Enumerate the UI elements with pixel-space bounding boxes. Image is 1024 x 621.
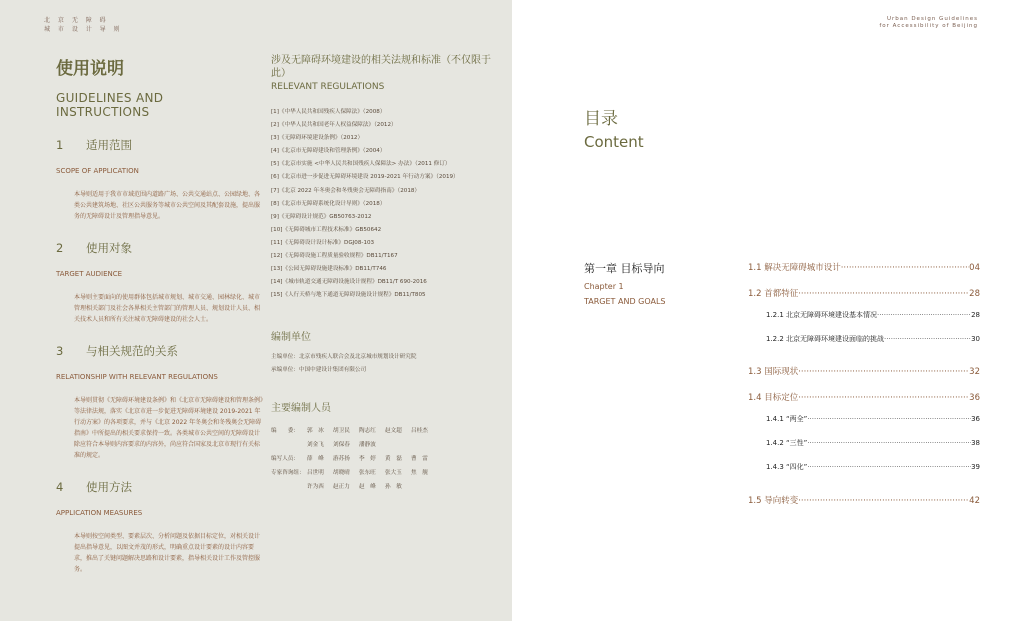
- toc-label: 1.4.1 “两全”: [766, 415, 808, 423]
- brand-line-2: for Accessibility of Beijing: [879, 23, 978, 29]
- staff-name: 赵正力: [333, 484, 350, 491]
- section-number: 1: [56, 138, 64, 152]
- staff-name: 李 婷: [359, 456, 376, 463]
- section-4: [56, 479, 261, 575]
- staff-name: 孙 敏: [385, 484, 402, 491]
- toc-label: 1.4 目标定位: [748, 393, 799, 403]
- section-text: 本导则适用于我市市域范围内道路广场、公共交通站点、公园绿地、各类公共建筑场地、社区公共服务等城市公共空间及其配套设施，提出服务的无障碍设计及管理指导意见。: [74, 191, 261, 220]
- toc-page: 04: [969, 263, 980, 273]
- regulation-item: [15]《人行天桥与地下通道无障碍设施设计规程》DB11/T805: [271, 292, 426, 299]
- toc-entry[interactable]: [748, 391, 980, 403]
- chapter-heading: [584, 260, 666, 306]
- staff-name: 曹 雷: [411, 456, 428, 463]
- toc-label: 1.2.1 北京无障碍环境建设基本情况: [766, 311, 878, 319]
- contents-title-en: Content: [584, 133, 644, 151]
- page-title-zh: 使用说明: [56, 59, 124, 79]
- staff-name: 陶志红: [359, 428, 376, 435]
- brand-line-1: 北 京 无 障 碍: [44, 17, 109, 24]
- regulations-title-en: RELEVANT REGULATIONS: [271, 82, 385, 92]
- section-3: [56, 343, 264, 461]
- section-subtitle: TARGET AUDIENCE: [56, 270, 123, 278]
- toc-page: 32: [969, 367, 980, 377]
- section-2: [56, 240, 261, 325]
- staff-name: 焦 舰: [411, 470, 428, 477]
- toc-leader: [877, 311, 971, 319]
- staff-row: [271, 438, 501, 452]
- regulation-item: [13]《公园无障碍设施建设标准》DB11/T746: [271, 266, 387, 273]
- toc-entry[interactable]: [766, 438, 980, 448]
- regulation-item: [3]《无障碍环境建设条例》（2012）: [271, 135, 364, 142]
- toc-leader: [798, 289, 969, 299]
- regulation-item: [9]《无障碍设计规范》GB50763-2012: [271, 213, 372, 220]
- regulation-item: [1]《中华人民共和国残疾人保障法》（2008）: [271, 109, 386, 115]
- staff-name: 吕世明: [307, 470, 324, 477]
- section-subtitle: RELATIONSHIP WITH RELEVANT REGULATIONS: [56, 373, 218, 381]
- staff-name: 潘静波: [359, 442, 376, 449]
- toc-page: 36: [969, 393, 980, 403]
- staff-name: 刘保春: [333, 442, 350, 449]
- staff-name: 赵文超: [385, 428, 402, 435]
- staff-row: [271, 480, 501, 494]
- staff-name: 黄 磊: [385, 456, 402, 463]
- staff-role: 专家咨询组：: [271, 470, 305, 477]
- toc-leader: [841, 263, 969, 273]
- toc-entry[interactable]: [748, 287, 980, 299]
- regulations-column: [271, 54, 501, 494]
- staff-row: [271, 466, 501, 480]
- staff-block: [271, 399, 501, 494]
- toc-leader: [798, 367, 969, 377]
- section-text: 本导则按空间类型、要素层次、分析问题及依据目标定位，对相关设计提出指导意见，以图文并茂的形式，明确重点设计要素的设计内容要求，推出了关键问题解决思路和设计要素，指导相关设计工作及管控服务。: [74, 533, 261, 573]
- contents-heading: [584, 104, 644, 151]
- section-number: 3: [56, 344, 64, 358]
- toc-entry[interactable]: [766, 414, 980, 424]
- toc-leader: [798, 393, 969, 403]
- staff-name: 吕桂杰: [411, 428, 428, 435]
- section-title: 使用对象: [86, 241, 132, 255]
- brand-mark-en: [879, 16, 978, 30]
- staff-role: 编写人员：: [271, 456, 299, 463]
- chapter-title-zh: 第一章 目标导向: [584, 262, 665, 275]
- regulation-item: [2]《中华人民共和国老年人权益保障法》（2012）: [271, 122, 397, 129]
- regulation-item: [4]《北京市无障碍建设和管理条例》（2004）: [271, 148, 386, 155]
- toc-entry[interactable]: [766, 310, 980, 320]
- toc-page: 38: [971, 439, 980, 447]
- compiler-line: 主编单位：北京市残疾人联合会及北京城市规划设计研究院: [271, 354, 417, 361]
- toc-page: 30: [971, 335, 980, 343]
- toc-leader: [798, 496, 969, 506]
- toc-label: 1.4.3 “四化”: [766, 463, 808, 471]
- toc-page: 39: [971, 463, 980, 471]
- staff-row: [271, 424, 501, 438]
- brand-line-2: 城 市 设 计 导 则: [44, 26, 123, 33]
- toc-entry[interactable]: [748, 365, 980, 377]
- page-title-en: GUIDELINES AND INSTRUCTIONS: [56, 91, 164, 119]
- brand-mark: [44, 16, 123, 34]
- staff-name: 赵 峰: [359, 484, 376, 491]
- staff-title: 主要编制人员: [271, 403, 331, 415]
- staff-name: 郭 冰: [307, 428, 324, 435]
- contents-title-zh: 目录: [584, 109, 618, 129]
- staff-name: 许为西: [307, 484, 324, 491]
- staff-name: 刘金飞: [307, 442, 324, 449]
- section-1: [56, 137, 261, 222]
- toc-page: 36: [971, 415, 980, 423]
- regulations-list: [271, 106, 501, 302]
- toc-leader: [807, 463, 971, 471]
- toc-label: 1.2 首都特征: [748, 289, 799, 299]
- toc-page: 28: [971, 311, 980, 319]
- section-title: 与相关规范的关系: [86, 344, 178, 358]
- compilers-block: [271, 328, 501, 377]
- brand-line-1: Urban Design Guidelines: [886, 16, 978, 22]
- staff-name: 薛 峰: [307, 456, 324, 463]
- staff-name: 张东旺: [359, 470, 376, 477]
- toc-label: 1.3 国际现状: [748, 367, 799, 377]
- regulation-item: [11]《无障碍设计设计标准》DGJ08-103: [271, 239, 375, 246]
- staff-role: 编 委：: [271, 428, 299, 435]
- regulation-item: [12]《无障碍设施工程质量验收规程》DB11/T167: [271, 253, 398, 260]
- toc-label: 1.1 解决无障碍城市设计: [748, 263, 841, 273]
- toc-page: 42: [969, 496, 980, 506]
- section-number: 2: [56, 241, 64, 255]
- compiler-line: 承编单位：中国中建设计集团有限公司: [271, 367, 367, 374]
- regulation-item: [7]《北京 2022 年冬奥会和冬残奥会无障碍指南》（2018）: [271, 187, 421, 194]
- toc-label: 1.5 导向转变: [748, 496, 799, 506]
- section-number: 4: [56, 480, 64, 494]
- toc-leader: [884, 335, 971, 343]
- regulations-title-zh: 涉及无障碍环境建设的相关法规和标准（不仅限于此）: [271, 55, 491, 79]
- staff-name: 张大玉: [385, 470, 402, 477]
- regulation-item: [6]《北京市进一步促进无障碍环境建设 2019-2021 年行动方案》（2019）: [271, 174, 459, 181]
- toc-entry[interactable]: [748, 261, 980, 273]
- regulation-item: [14]《城市轨道交通无障碍设施设计规程》DB11/T 690-2016: [271, 279, 427, 286]
- instructions-column: [56, 54, 264, 575]
- section-title: 适用范围: [86, 138, 132, 152]
- toc-entry[interactable]: [766, 462, 980, 472]
- section-subtitle: SCOPE OF APPLICATION: [56, 167, 139, 175]
- section-text: 本导则主要面向的使用群体包括城市规划、城市交通、园林绿化、城市管理相关部门及社会各界相关主管部门的管理人员、规划设计人员、相关技术人员和所有关注城市无障碍建设的社会人士。: [74, 294, 261, 323]
- compilers-title: 编制单位: [271, 332, 311, 344]
- toc-entry[interactable]: [766, 334, 980, 344]
- staff-name: 胡晓晴: [333, 470, 350, 477]
- toc-entry[interactable]: [748, 494, 980, 506]
- staff-row: [271, 452, 501, 466]
- regulation-item: [8]《北京市无障碍系统化设计导则》（2018）: [271, 200, 386, 207]
- toc-label: 1.2.2 北京无障碍环境建设面临的挑战: [766, 335, 885, 343]
- toc-page: 28: [969, 289, 980, 299]
- chapter-title-en: TARGET AND GOALS: [584, 297, 666, 306]
- section-title: 使用方法: [86, 480, 132, 494]
- section-subtitle: APPLICATION MEASURES: [56, 509, 143, 517]
- staff-name: 游苏扬: [333, 456, 350, 463]
- toc-label: 1.4.2 “三性”: [766, 439, 808, 447]
- section-text: 本导则贯彻《无障碍环境建设条例》和《北京市无障碍建设和管理条例》等法律法规，落实《北京市进一步促进无障碍环境建设 2019-2021 年行动方案》的各项要求，并与《北京 2022 年冬奥会和冬残奥会无障碍指南》中所提出的相关要求保持一致。各类城市公共空间的无障碍设计除应符合本导则内容要求的内容外，尚应符合国家及北京市现行有关标准的规定。: [74, 397, 264, 459]
- staff-name: 胡卫民: [333, 428, 350, 435]
- regulation-item: [10]《无障碍城市工程技术标准》GB50642: [271, 226, 382, 233]
- toc-leader: [807, 415, 971, 423]
- regulation-item: [5]《北京市实施 <中华人民共和国残疾人保障法> 办法》（2011 修订）: [271, 161, 451, 168]
- chapter-number-en: Chapter 1: [584, 282, 624, 291]
- toc-leader: [807, 439, 971, 447]
